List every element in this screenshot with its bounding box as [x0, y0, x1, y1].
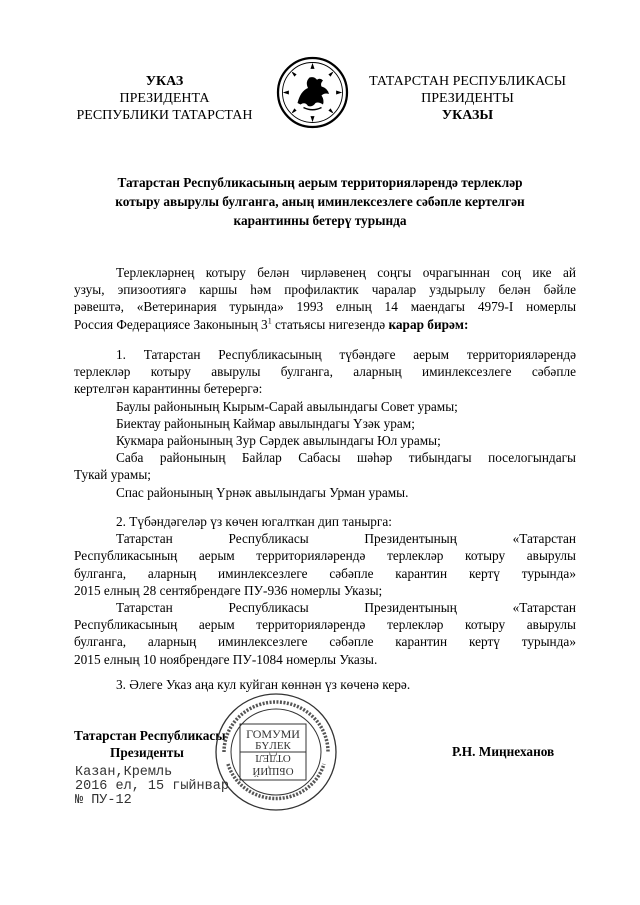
- header-right: [360, 73, 575, 124]
- list-item-saba-line-1: Саба районының Байлар Сабасы шәһәр тибындагы поселогындагы: [116, 450, 576, 466]
- clause-2-a-line-4: 2015 елның 28 сентябрендәге ПУ-936 номерлы Указы;: [74, 582, 383, 598]
- header-left: [62, 73, 267, 124]
- clause-2-a-line-2: Республикасының аерым территорияләрендә терлекләр котыру авырулы: [74, 548, 576, 564]
- preamble-line-4-start: Россия Федерациясе Законының 3: [74, 316, 268, 332]
- clause-3-text: 3. Әлеге Указ аңа кул куйган көннән үз көченә керә.: [116, 677, 411, 692]
- official-seal-icon: [210, 690, 340, 815]
- issue-date: 2016 ел, 15 гыйнвар: [75, 779, 229, 794]
- seal-line-2: БҮЛЕК: [255, 740, 291, 752]
- signatory-title: [74, 727, 226, 761]
- title-line-2: котыру авырулы булганга, аның иминлексезлеге сәбәпле кертелгән: [115, 194, 525, 209]
- header-right-line-1: ТАТАРСТАН РЕСПУБЛИКАСЫ: [369, 74, 566, 89]
- list-item: Кукмара районының Зур Сәрдек авылындагы Юл урамы;: [116, 433, 441, 449]
- title-line-3: карантинны бетерү турында: [233, 213, 407, 228]
- issue-details: [75, 766, 229, 808]
- header-right-line-2: ПРЕЗИДЕНТЫ: [421, 91, 514, 106]
- preamble-paragraph: [74, 264, 576, 333]
- clause-2-b-line-3: булганга, аларның иминлексезлеге сәбәпле карантин кертү турында»: [74, 634, 576, 650]
- header-left-line-3: РЕСПУБЛИКИ ТАТАРСТАН: [76, 108, 253, 123]
- signatory-title-line-2: Президенты: [110, 745, 184, 760]
- clause-1: [74, 346, 576, 501]
- list-item: Биектау районының Каймар авылындагы Үзәк урам;: [116, 415, 415, 431]
- clause-1-line-2: терлекләр котыру авырулы булганга, аларның иминлексезлеге сәбәпле: [74, 364, 576, 380]
- clause-2-intro: 2. Түбәндәгеләр үз көчен югалткан дип танырга:: [116, 514, 392, 529]
- issue-number: № ПУ-12: [75, 793, 132, 808]
- list-item-saba-line-2: Тукай урамы;: [74, 467, 151, 483]
- clause-2-b-line-4: 2015 елның 10 ноябрендәге ПУ-1084 номерлы Указы.: [74, 651, 378, 667]
- clause-1-line-3: кертелгән карантинны бетерергә:: [74, 381, 263, 397]
- clause-2-a-line-1: Татарстан Республикасы Президентының «Татарстан: [116, 531, 576, 547]
- signatory-name: Р.Н. Миңнеханов: [452, 744, 555, 759]
- clause-1-line-1: 1. Татарстан Республикасының түбәндәге аерым территорияләрендә: [116, 347, 576, 362]
- preamble-line-4: [74, 316, 576, 333]
- header-left-line-2: ПРЕЗИДЕНТА: [119, 91, 210, 106]
- seal-line-1: ГОМУМИ: [246, 727, 300, 741]
- issue-place: Казан,Кремль: [75, 765, 173, 780]
- preamble-line-1: Терлекләрнең котыру белән чирләвенең соңгы очрагыннан соң ике ай: [116, 265, 576, 280]
- list-item: Баулы районының Кырым-Сарай авылындагы Совет урамы;: [116, 398, 458, 414]
- article-superscript: 1: [267, 316, 272, 326]
- clause-2-b-line-2: Республикасының аерым территорияләрендә терлекләр котыру авырулы: [74, 617, 576, 633]
- seal-line-4: ОБЩИЙ: [252, 765, 294, 777]
- clause-2-b-line-1: Татарстан Республикасы Президентының «Татарстан: [116, 600, 576, 616]
- header-left-line-1: УКАЗ: [145, 74, 184, 89]
- tatarstan-coat-of-arms-icon: [275, 55, 350, 130]
- decree-title: [75, 173, 565, 230]
- signatory-title-line-1: Татарстан Республикасы: [74, 728, 226, 743]
- seal-line-3: ОТДЕЛ: [255, 752, 291, 764]
- decide-phrase: карар бирәм:: [388, 316, 469, 332]
- preamble-line-3: рәвештә, «Ветеринария турында» 1993 елның 14 маендагы 4979-I номерлы: [74, 299, 576, 315]
- title-line-1: Татарстан Республикасының аерым территорияләрендә терлекләр: [117, 175, 523, 190]
- preamble-line-2: узуы, эпизоотиягә каршы һәм профилактик чаралар уздырылу белән бәйле: [74, 282, 576, 298]
- header-right-line-3: УКАЗЫ: [441, 108, 494, 123]
- preamble-line-4-mid: статьясы нигезендә: [271, 316, 389, 332]
- clause-2: [74, 513, 576, 668]
- clause-2-a-line-3: булганга, аларның иминлексезлеге сәбәпле карантин кертү турында»: [74, 565, 576, 581]
- list-item: Спас районының Үрнәк авылындагы Урман урамы.: [116, 484, 409, 500]
